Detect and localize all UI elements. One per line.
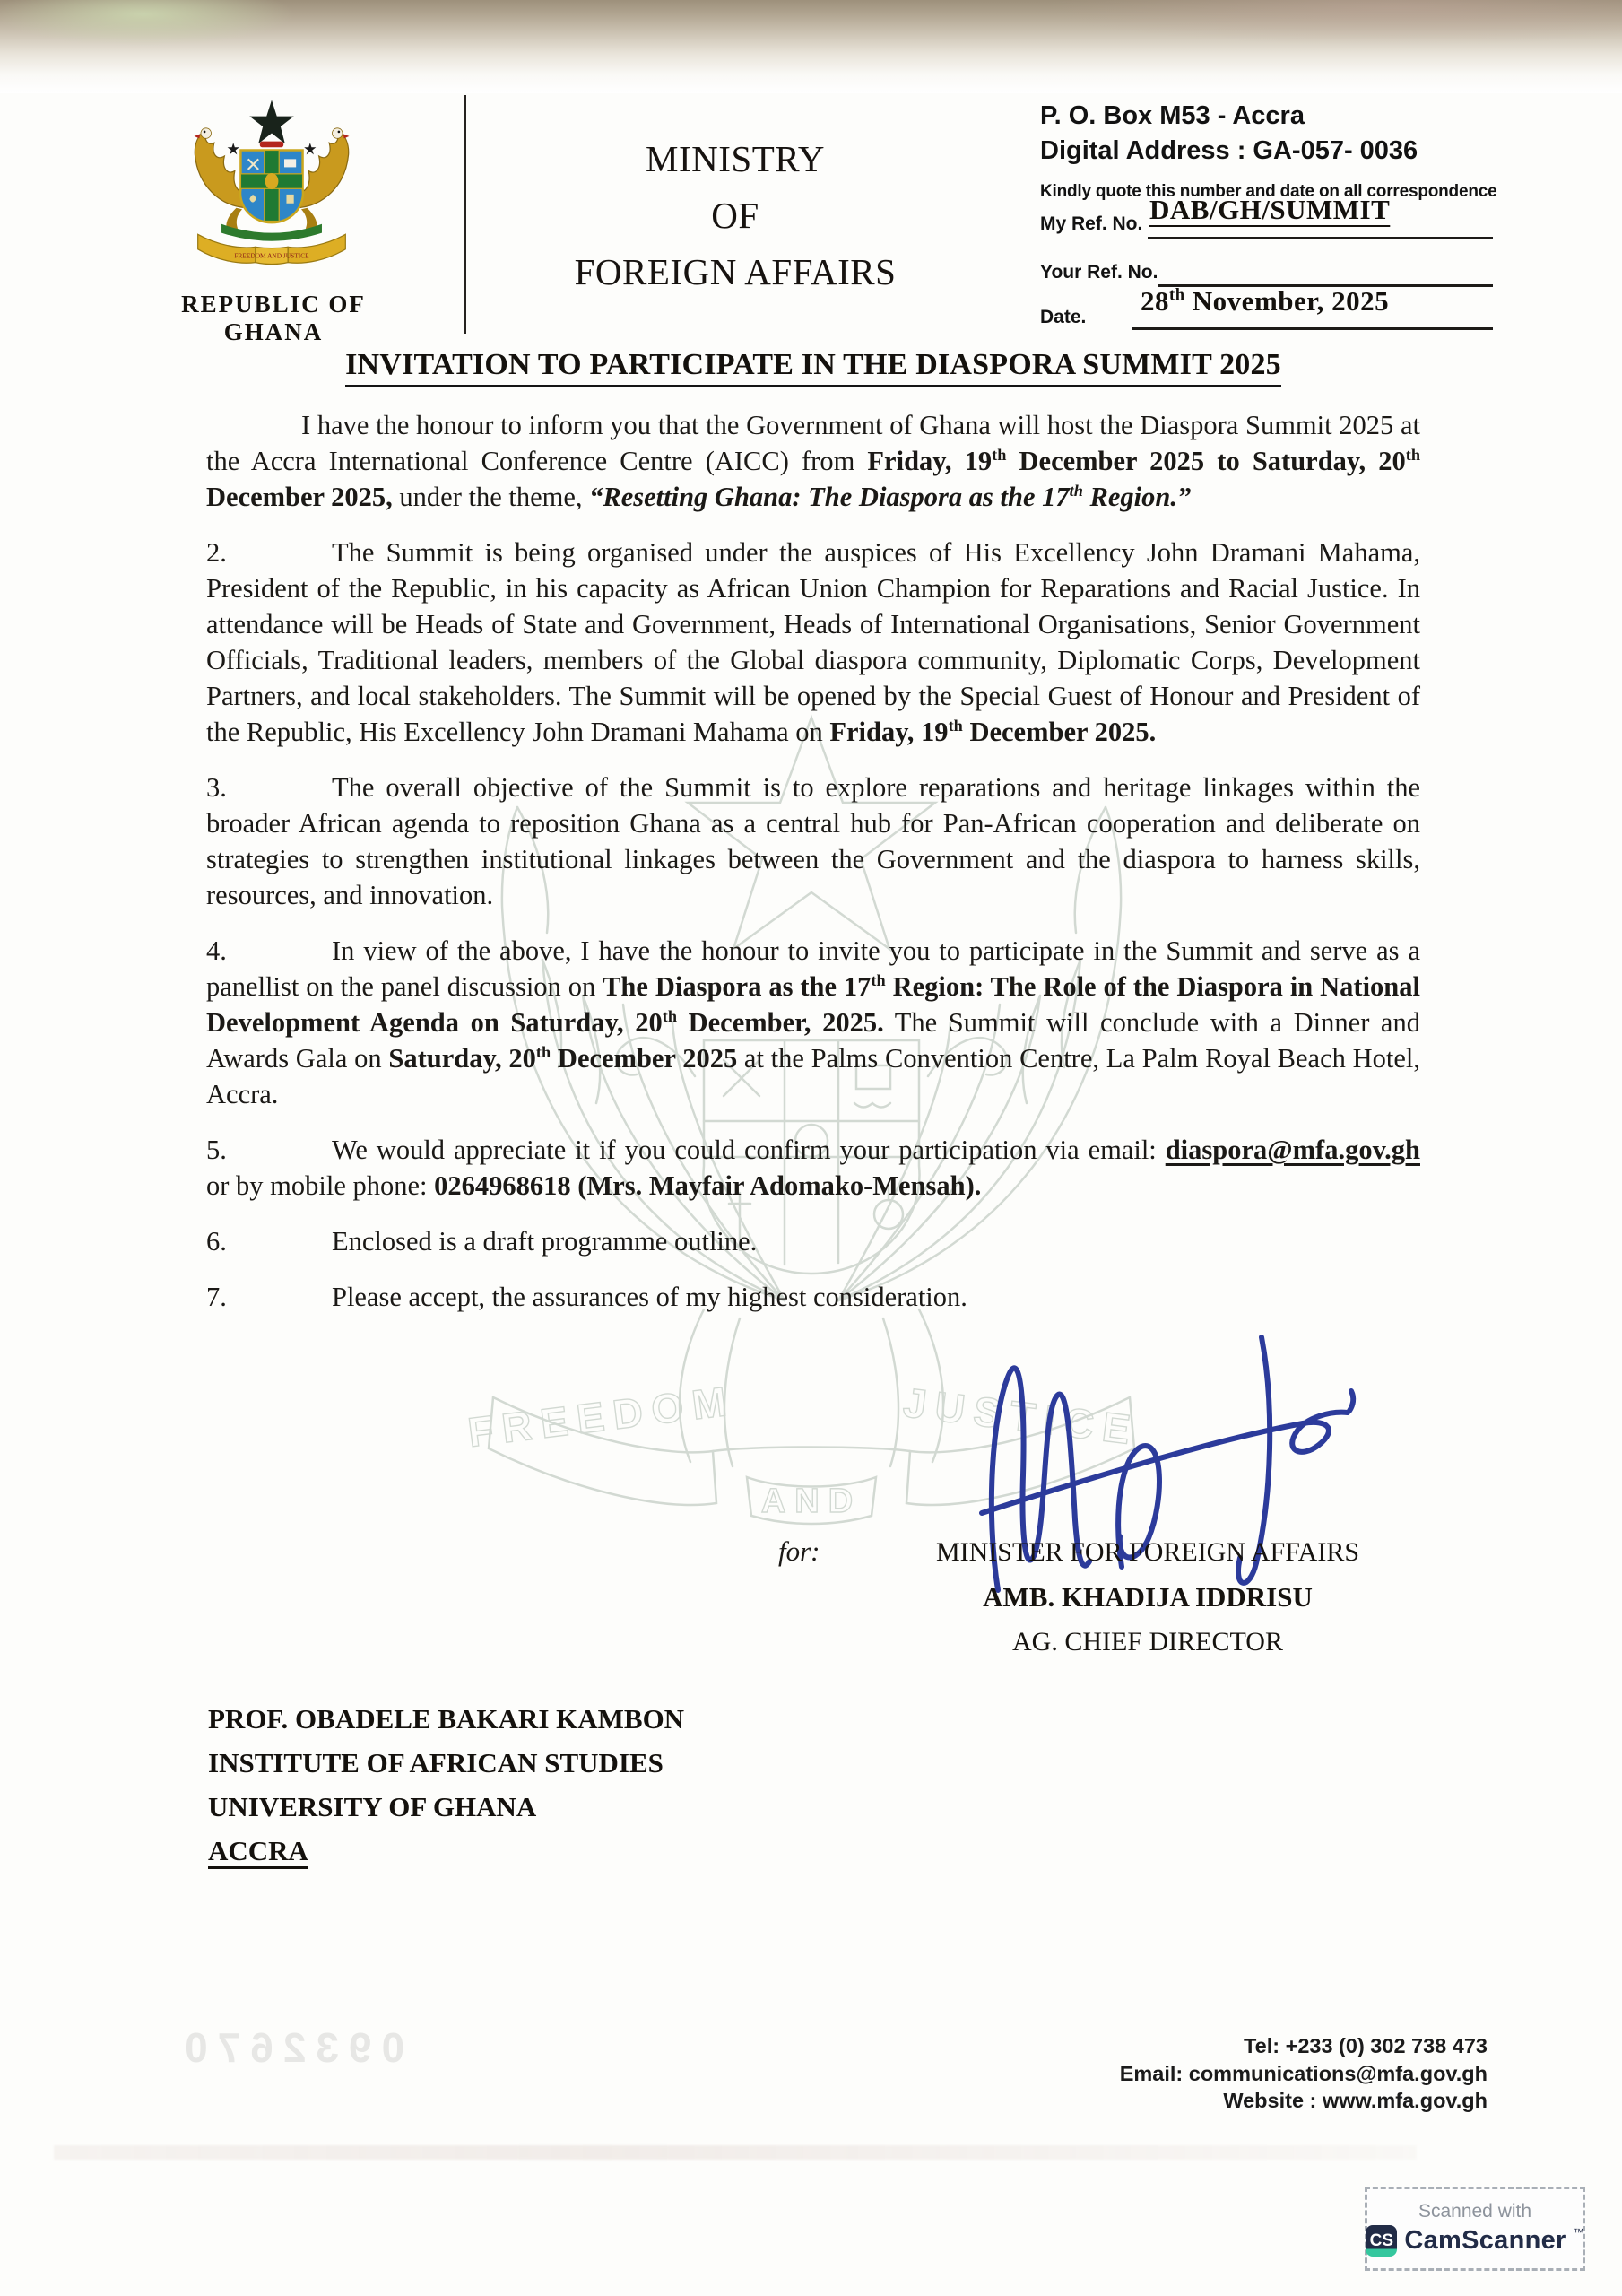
- digital-address: Digital Address : GA-057- 0036: [1040, 136, 1418, 165]
- camscanner-icon: CS: [1366, 2225, 1397, 2257]
- paragraph-3: 3. The overall objective of the Summit is to explore reparations and heritage linkages within the broader African agenda to reposition Ghana as a central hub for Pan-African cooperation and deliberate on strategies to strengthen institutional linkages between the Government and the diaspora to harness skills, resources, and innovation.: [206, 770, 1420, 913]
- my-ref-line: [1148, 237, 1493, 239]
- camscanner-badge: [1365, 2187, 1585, 2271]
- paragraph-number: 6.: [206, 1226, 227, 1257]
- paragraph-number: 2.: [206, 537, 227, 568]
- ministry-line-3: FOREIGN AFFAIRS: [574, 251, 897, 292]
- camscanner-brand: CamScanner: [1404, 2226, 1566, 2255]
- addressee-city: ACCRA: [208, 1835, 308, 1866]
- watermark-banner-justice: JUSTICE: [900, 1378, 1142, 1455]
- footer-contacts: [1120, 2032, 1488, 2115]
- trademark-symbol: ™: [1573, 2226, 1584, 2239]
- footer-tel: Tel: +233 (0) 302 738 473: [1244, 2034, 1488, 2057]
- scan-bottom-artifact: [54, 2145, 1417, 2160]
- paragraph-7: 7. Please accept, the assurances of my highest consideration.: [206, 1279, 1420, 1315]
- your-ref-label: Your Ref. No.: [1040, 262, 1158, 283]
- ministry-line-2: OF: [711, 195, 759, 236]
- letter-body: [206, 348, 1420, 1335]
- scanned-with-label: Scanned with: [1418, 2201, 1532, 2222]
- date-value: 28th November, 2025: [1141, 285, 1390, 317]
- watermark-banner-and: AND: [760, 1483, 863, 1520]
- paragraph-1: I have the honour to inform you that the Government of Ghana will host the Diaspora Summit 2025 at the Accra International Conference Centre (AICC) from Friday, 19th December 2025 to Saturday, 20th December 2025, under the theme, “Resetting Ghana: The Diaspora as the 17th Region.”: [206, 410, 1420, 512]
- addressee-block: [208, 1697, 684, 1873]
- addressee-institute: INSTITUTE OF AFRICAN STUDIES: [208, 1747, 664, 1779]
- letter-title: INVITATION TO PARTICIPATE IN THE DIASPORA SUMMIT 2025: [206, 348, 1420, 387]
- footer-email: Email: communications@mfa.gov.gh: [1119, 2061, 1488, 2085]
- po-box: P. O. Box M53 - Accra: [1040, 101, 1305, 130]
- signature-block: [897, 1530, 1399, 1665]
- my-ref-value: DAB/GH/SUMMIT: [1149, 194, 1391, 225]
- ministry-title: [538, 131, 932, 300]
- my-ref-label: My Ref. No.: [1040, 213, 1143, 234]
- paragraph-number: 7.: [206, 1282, 227, 1312]
- addressee-university: UNIVERSITY OF GHANA: [208, 1791, 537, 1822]
- paragraph-number: 5.: [206, 1135, 227, 1165]
- quote-note: Kindly quote this number and date on all correspondence: [1040, 182, 1497, 201]
- paragraph-6: 6. Enclosed is a draft programme outline.: [206, 1223, 1420, 1259]
- signatory-title: MINISTER FOR FOREIGN AFFAIRS: [935, 1537, 1360, 1567]
- ink-bleed-number: 0932670: [175, 2024, 405, 2071]
- scan-edge-artifact: [0, 0, 1622, 93]
- paragraph-number: 4.: [206, 935, 227, 966]
- crest-motto: FREEDOM AND JUSTICE: [234, 251, 309, 260]
- paragraph-4: 4. In view of the above, I have the honour to invite you to participate in the Summit and serve as a panellist on the panel discussion on The Diaspora as the 17th Region: The Role of the Diaspora in National Development Agenda on Saturday, 20th December, 2025. The Summit will conclude with a Dinner and Awards Gala on Saturday, 20th December 2025 at the Palms Convention Centre, La Palm Royal Beach Hotel, Accra.: [206, 933, 1420, 1112]
- crest-caption: REPUBLIC OF GHANA: [181, 291, 366, 345]
- watermark-banner-freedom: FREEDOM: [464, 1377, 739, 1457]
- addressee-name: PROF. OBADELE BAKARI KAMBON: [208, 1703, 685, 1735]
- paragraph-2: 2. The Summit is being organised under the auspices of His Excellency John Dramani Mahama, President of the Republic, in his capacity as African Union Champion for Reparations and Racial Justice. In attendance will be Heads of State and Government, Heads of International Organisations, Senior Government Officials, Traditional leaders, members of the Global diaspora community, Diplomatic Corps, Development Partners, and local stakeholders. The Summit will be opened by the Special Guest of Honour and President of the Republic, His Excellency John Dramani Mahama on Friday, 19th December 2025.: [206, 535, 1420, 750]
- signature-for-label: for:: [778, 1535, 820, 1567]
- ministry-line-1: MINISTRY: [646, 138, 825, 179]
- date-line: [1132, 327, 1493, 330]
- header-divider: [464, 95, 466, 334]
- paragraph-5: 5. We would appreciate it if you could confirm your participation via email: diaspora@mfa.gov.gh or by mobile phone: 0264968618 (Mrs. Mayfair Adomako-Mensah).: [206, 1132, 1420, 1204]
- signatory-name: AMB. KHADIJA IDDRISU: [983, 1581, 1313, 1613]
- camscanner-brand-row: [1366, 2225, 1583, 2257]
- paragraph-number: 3.: [206, 772, 227, 803]
- ghana-coat-of-arms-icon: [176, 90, 368, 282]
- footer-website: Website : www.mfa.gov.gh: [1223, 2089, 1488, 2112]
- signatory-role: AG. CHIEF DIRECTOR: [1012, 1627, 1283, 1657]
- date-label: Date.: [1040, 307, 1087, 327]
